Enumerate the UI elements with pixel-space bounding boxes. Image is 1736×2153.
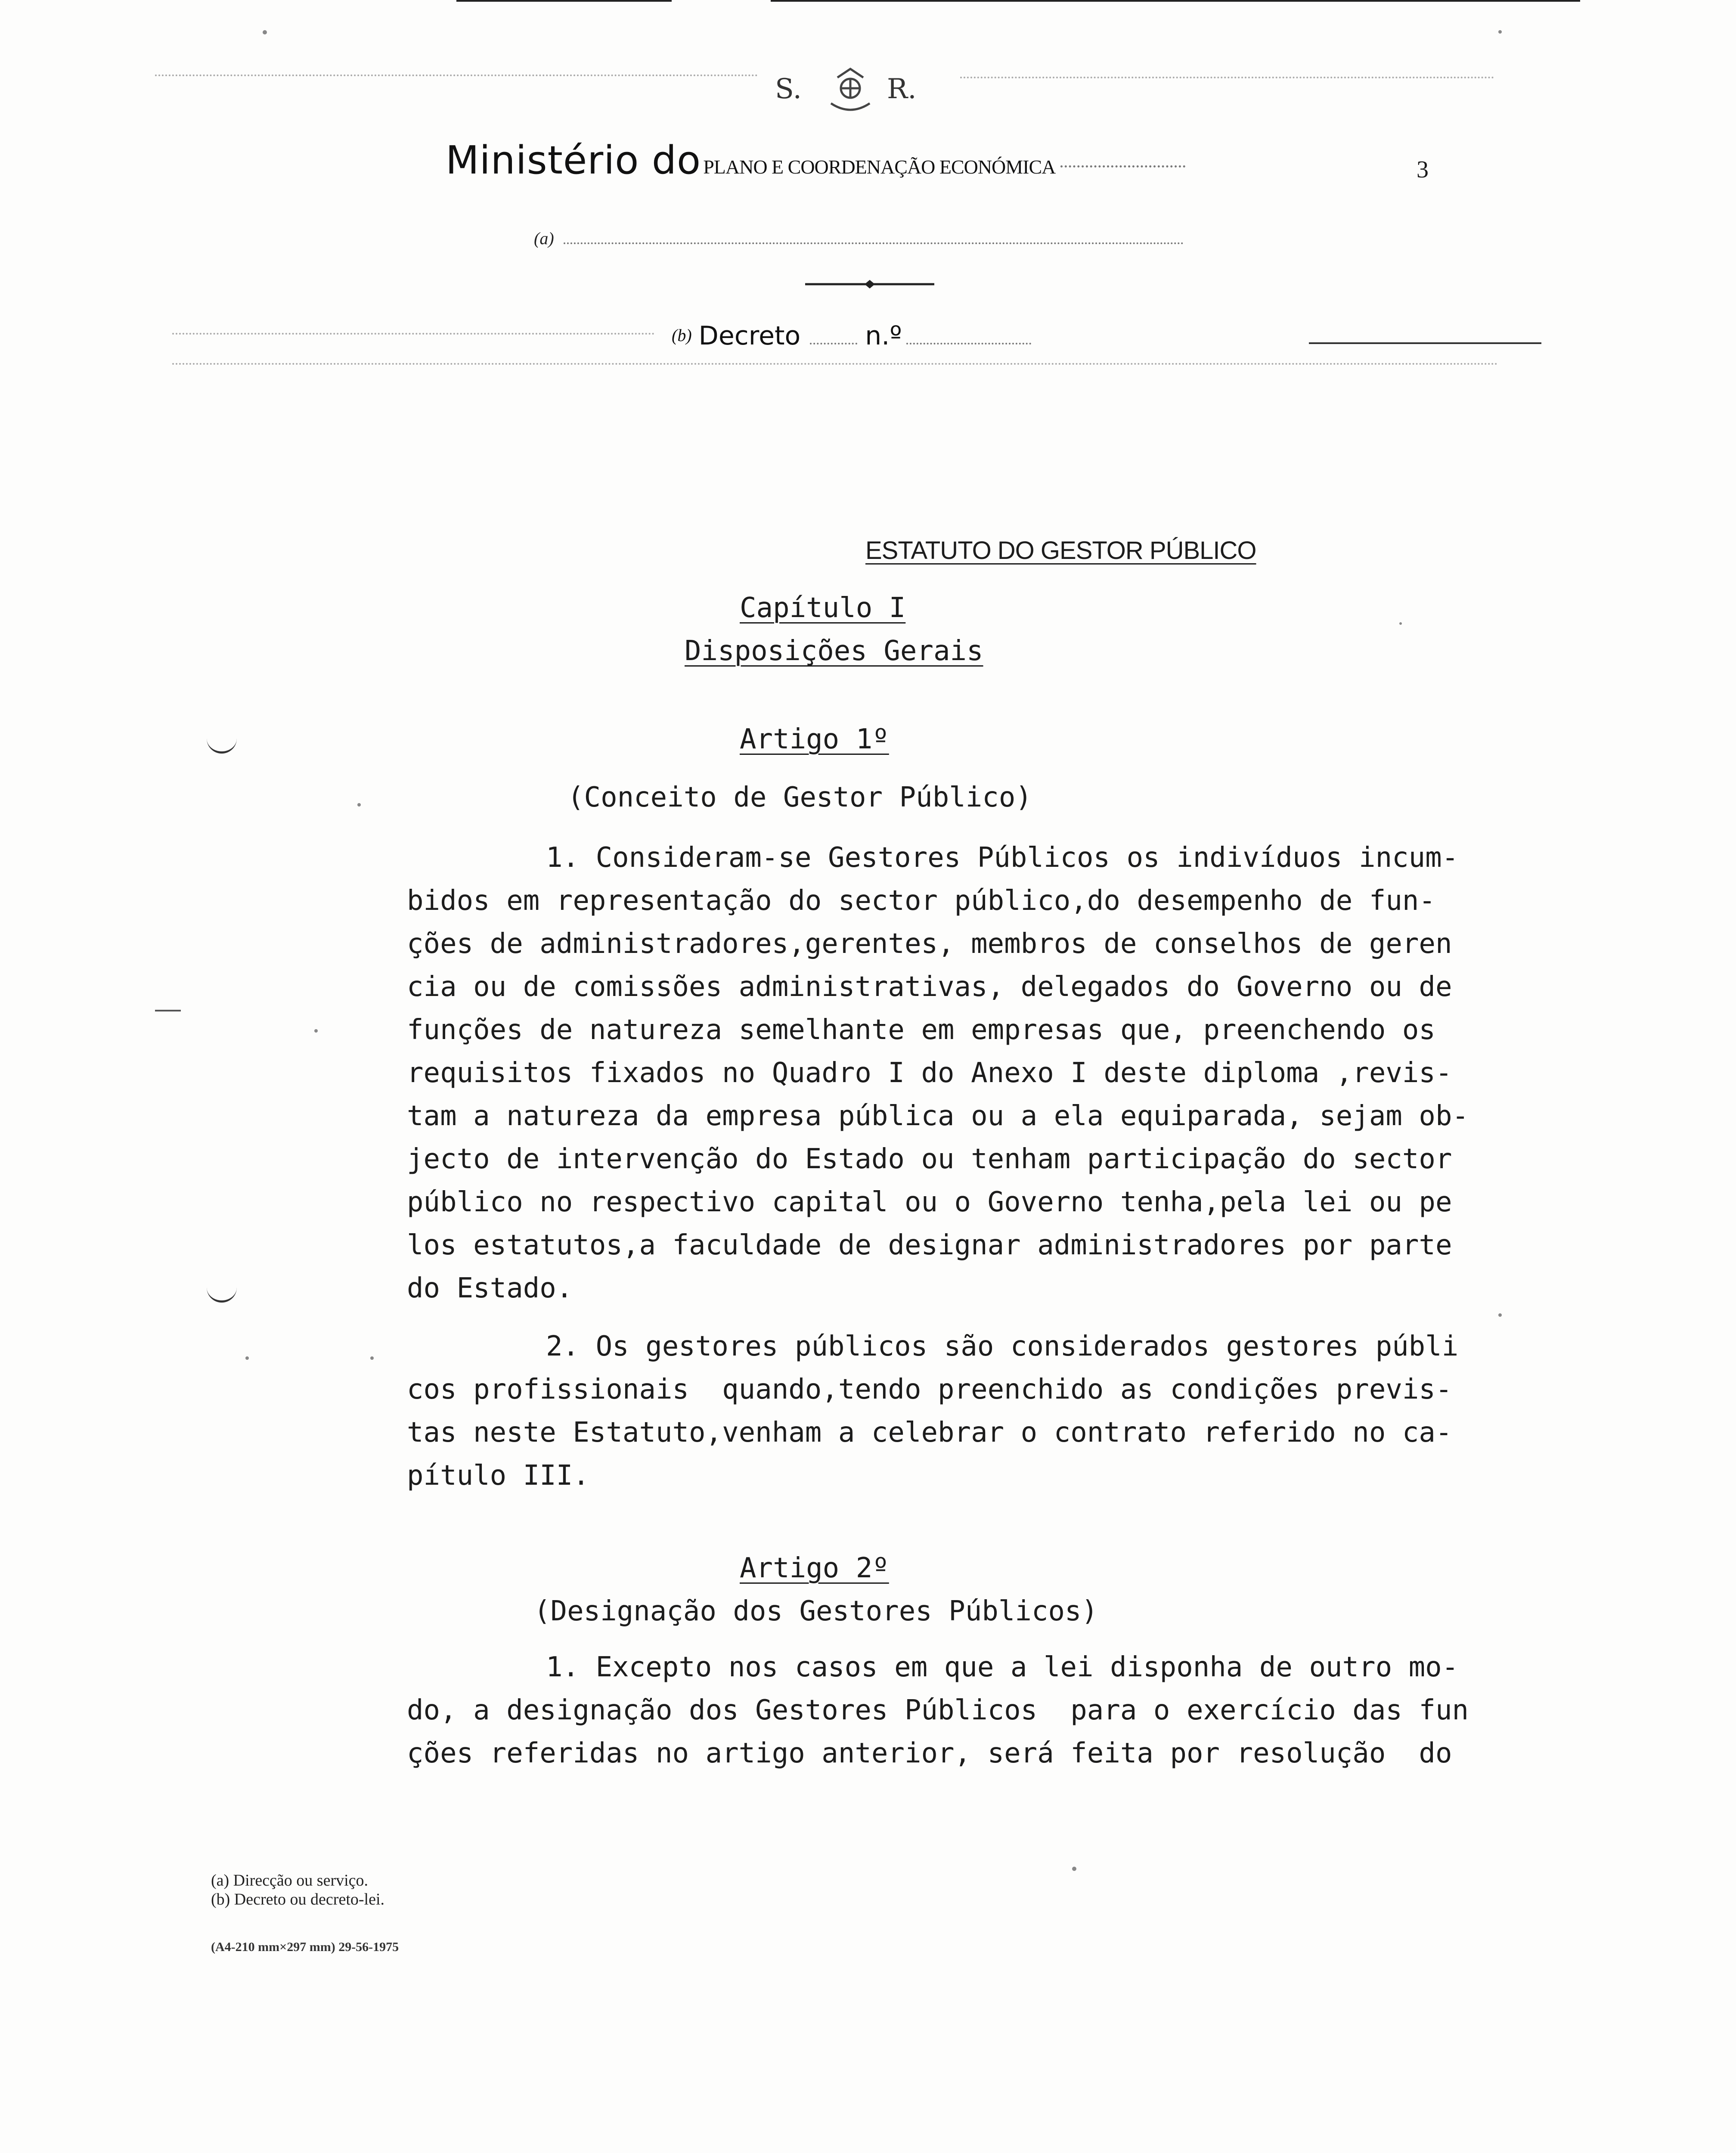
footnotes: [211, 1871, 384, 1909]
ministry-label: Ministério do: [446, 138, 701, 183]
chapter-heading: Capítulo I: [740, 592, 906, 624]
ministry-name: PLANO E COORDENAÇÃO ECONÓMICA: [703, 156, 1056, 178]
form-code: (A4-210 mm×297 mm) 29-56-1975: [211, 1940, 399, 1954]
margin-mark: [155, 1010, 181, 1011]
chapter-title: Disposições Gerais: [685, 635, 983, 667]
decree-label: Decreto: [698, 321, 801, 351]
scan-noise: [155, 73, 758, 76]
text-line: do, a designação dos Gestores Públicos para o exercício das fun: [407, 1694, 1469, 1726]
text-line: los estatutos,a faculdade de designar administradores por parte: [407, 1229, 1452, 1261]
dotted-leader: [564, 242, 1184, 244]
top-rule-left: [456, 0, 672, 2]
scan-speck: [245, 1356, 249, 1360]
text-line: 1. Consideram-se Gestores Públicos os indivíduos incum-: [546, 842, 1459, 874]
margin-mark: [207, 1287, 237, 1303]
direction-marker: (a): [534, 229, 554, 248]
article-2-subtitle: (Designação dos Gestores Públicos): [534, 1595, 1098, 1627]
text-line: cia ou de comissões administrativas, delegados do Governo ou de: [407, 971, 1452, 1003]
document-title: ESTATUTO DO GESTOR PÚBLICO: [865, 537, 1256, 565]
text-line: tam a natureza da empresa pública ou a ela equiparada, sejam ob-: [407, 1100, 1469, 1132]
scan-noise: [960, 75, 1494, 78]
seal-letter-right: R.: [887, 73, 917, 105]
top-rule-right: [771, 0, 1580, 2]
dotted-leader: [906, 343, 1031, 344]
coat-of-arms-icon: [822, 65, 878, 116]
text-line: pítulo III.: [407, 1460, 589, 1492]
decree-number-label: n.º: [865, 321, 902, 351]
ministry-heading: [446, 138, 1185, 183]
article-1-heading: Artigo 1º: [740, 723, 889, 755]
scan-speck: [263, 30, 267, 34]
scan-speck: [314, 1029, 318, 1033]
article-1-subtitle: (Conceito de Gestor Público): [567, 782, 1032, 813]
text-line: jecto de intervenção do Estado ou tenham participação do sector: [407, 1143, 1452, 1175]
text-line: ções referidas no artigo anterior, será feita por resolução do: [407, 1737, 1452, 1769]
republic-seal: [775, 65, 930, 121]
text-line: bidos em representação do sector público,do desempenho de fun-: [407, 885, 1435, 917]
text-line: requisitos fixados no Quadro I do Anexo I deste diploma ,revis-: [407, 1057, 1452, 1089]
text-line: funções de natureza semelhante em empresas que, preenchendo os: [407, 1014, 1435, 1046]
scan-speck: [357, 803, 361, 807]
footnote-a: (a) Direcção ou serviço.: [211, 1871, 369, 1889]
dotted-leader: [810, 343, 857, 344]
text-line: do Estado.: [407, 1272, 573, 1304]
footnote-b: (b) Decreto ou decreto-lei.: [211, 1890, 385, 1908]
text-line: público no respectivo capital ou o Governo tenha,pela lei ou pe: [407, 1186, 1452, 1218]
scan-speck: [1072, 1867, 1076, 1871]
scan-noise: [172, 332, 654, 335]
seal-letter-left: S.: [775, 73, 802, 105]
text-line: 1. Excepto nos casos em que a lei disponha de outro mo-: [546, 1651, 1459, 1683]
article-2-heading: Artigo 2º: [740, 1552, 889, 1584]
scan-speck: [1498, 1313, 1502, 1317]
text-line: 2. Os gestores públicos são considerados gestores públi: [546, 1331, 1459, 1362]
ornament-divider-icon: [805, 276, 934, 293]
text-line: tas neste Estatuto,venham a celebrar o contrato referido no ca-: [407, 1417, 1452, 1449]
decree-rule: [1309, 342, 1541, 344]
decree-marker: (b): [672, 326, 692, 345]
page-number: 3: [1417, 156, 1429, 183]
scan-speck: [1399, 622, 1402, 625]
direction-line: [534, 228, 1184, 248]
decree-line: [672, 321, 1031, 351]
dotted-leader: [1060, 165, 1185, 168]
text-line: ções de administradores,gerentes, membros de conselhos de geren: [407, 928, 1452, 960]
text-line: cos profissionais quando,tendo preenchido as condições previs-: [407, 1374, 1452, 1405]
scan-speck: [1498, 30, 1502, 34]
margin-mark: [207, 738, 237, 754]
scan-noise: [172, 362, 1498, 365]
scan-speck: [370, 1356, 374, 1360]
